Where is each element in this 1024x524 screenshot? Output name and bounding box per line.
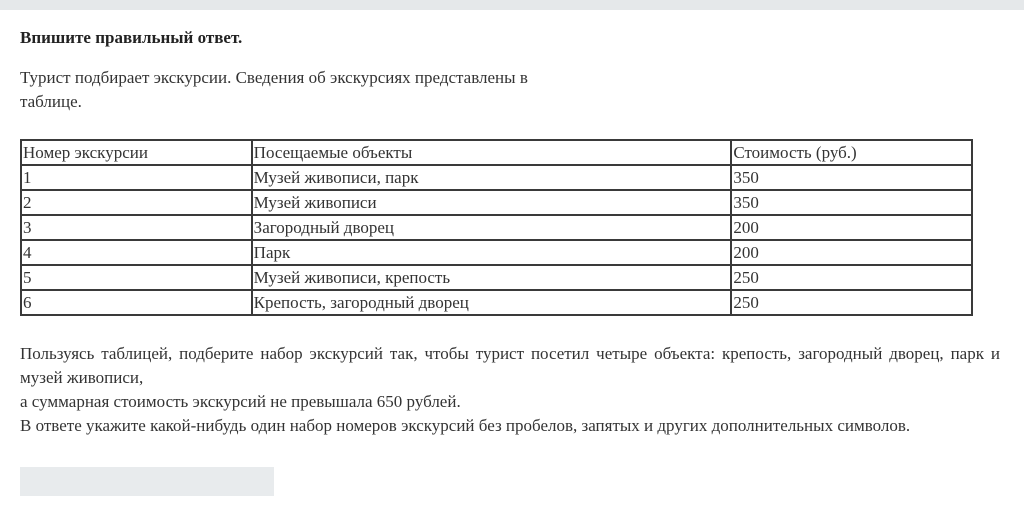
question-line: а суммарная стоимость экскурсий не превышала 650 рублей. [20,392,461,411]
cell-objects: Парк [252,240,732,265]
table-row [21,190,972,215]
question-line: Пользуясь таблицей, подберите набор экскурсий так, чтобы турист посетил четыре объекта: крепость, загородный дворец, парк и музей живописи, [20,344,1000,387]
cell-cost: 250 [731,290,972,315]
task-question [20,342,1000,438]
cell-objects: Загородный дворец [252,215,732,240]
task-intro: Турист подбирает экскурсии. Сведения об экскурсиях представлены в таблице. [20,68,528,111]
cell-cost: 200 [731,240,972,265]
cell-number: 6 [21,290,252,315]
table-header-row [21,140,972,165]
cell-number: 1 [21,165,252,190]
table-row [21,240,972,265]
top-bar [0,0,1024,10]
header-excursion-number: Номер экскурсии [21,140,252,165]
table-row [21,265,972,290]
task-content [20,27,1000,438]
header-cost: Стоимость (руб.) [731,140,972,165]
table-row [21,290,972,315]
cell-objects: Музей живописи [252,190,732,215]
cell-number: 5 [21,265,252,290]
table-row [21,165,972,190]
header-visited-objects: Посещаемые объекты [252,140,732,165]
cell-cost: 200 [731,215,972,240]
cell-cost: 250 [731,265,972,290]
cell-number: 3 [21,215,252,240]
cell-cost: 350 [731,190,972,215]
task-instruction: Впишите правильный ответ. [20,28,243,47]
excursions-table [20,139,973,316]
answer-input[interactable] [20,467,274,496]
cell-objects: Музей живописи, парк [252,165,732,190]
cell-objects: Музей живописи, крепость [252,265,732,290]
question-line: В ответе укажите какой-нибудь один набор номеров экскурсий без пробелов, запятых и других дополнительных символов. [20,416,911,435]
table-row [21,215,972,240]
cell-number: 2 [21,190,252,215]
cell-number: 4 [21,240,252,265]
cell-objects: Крепость, загородный дворец [252,290,732,315]
cell-cost: 350 [731,165,972,190]
